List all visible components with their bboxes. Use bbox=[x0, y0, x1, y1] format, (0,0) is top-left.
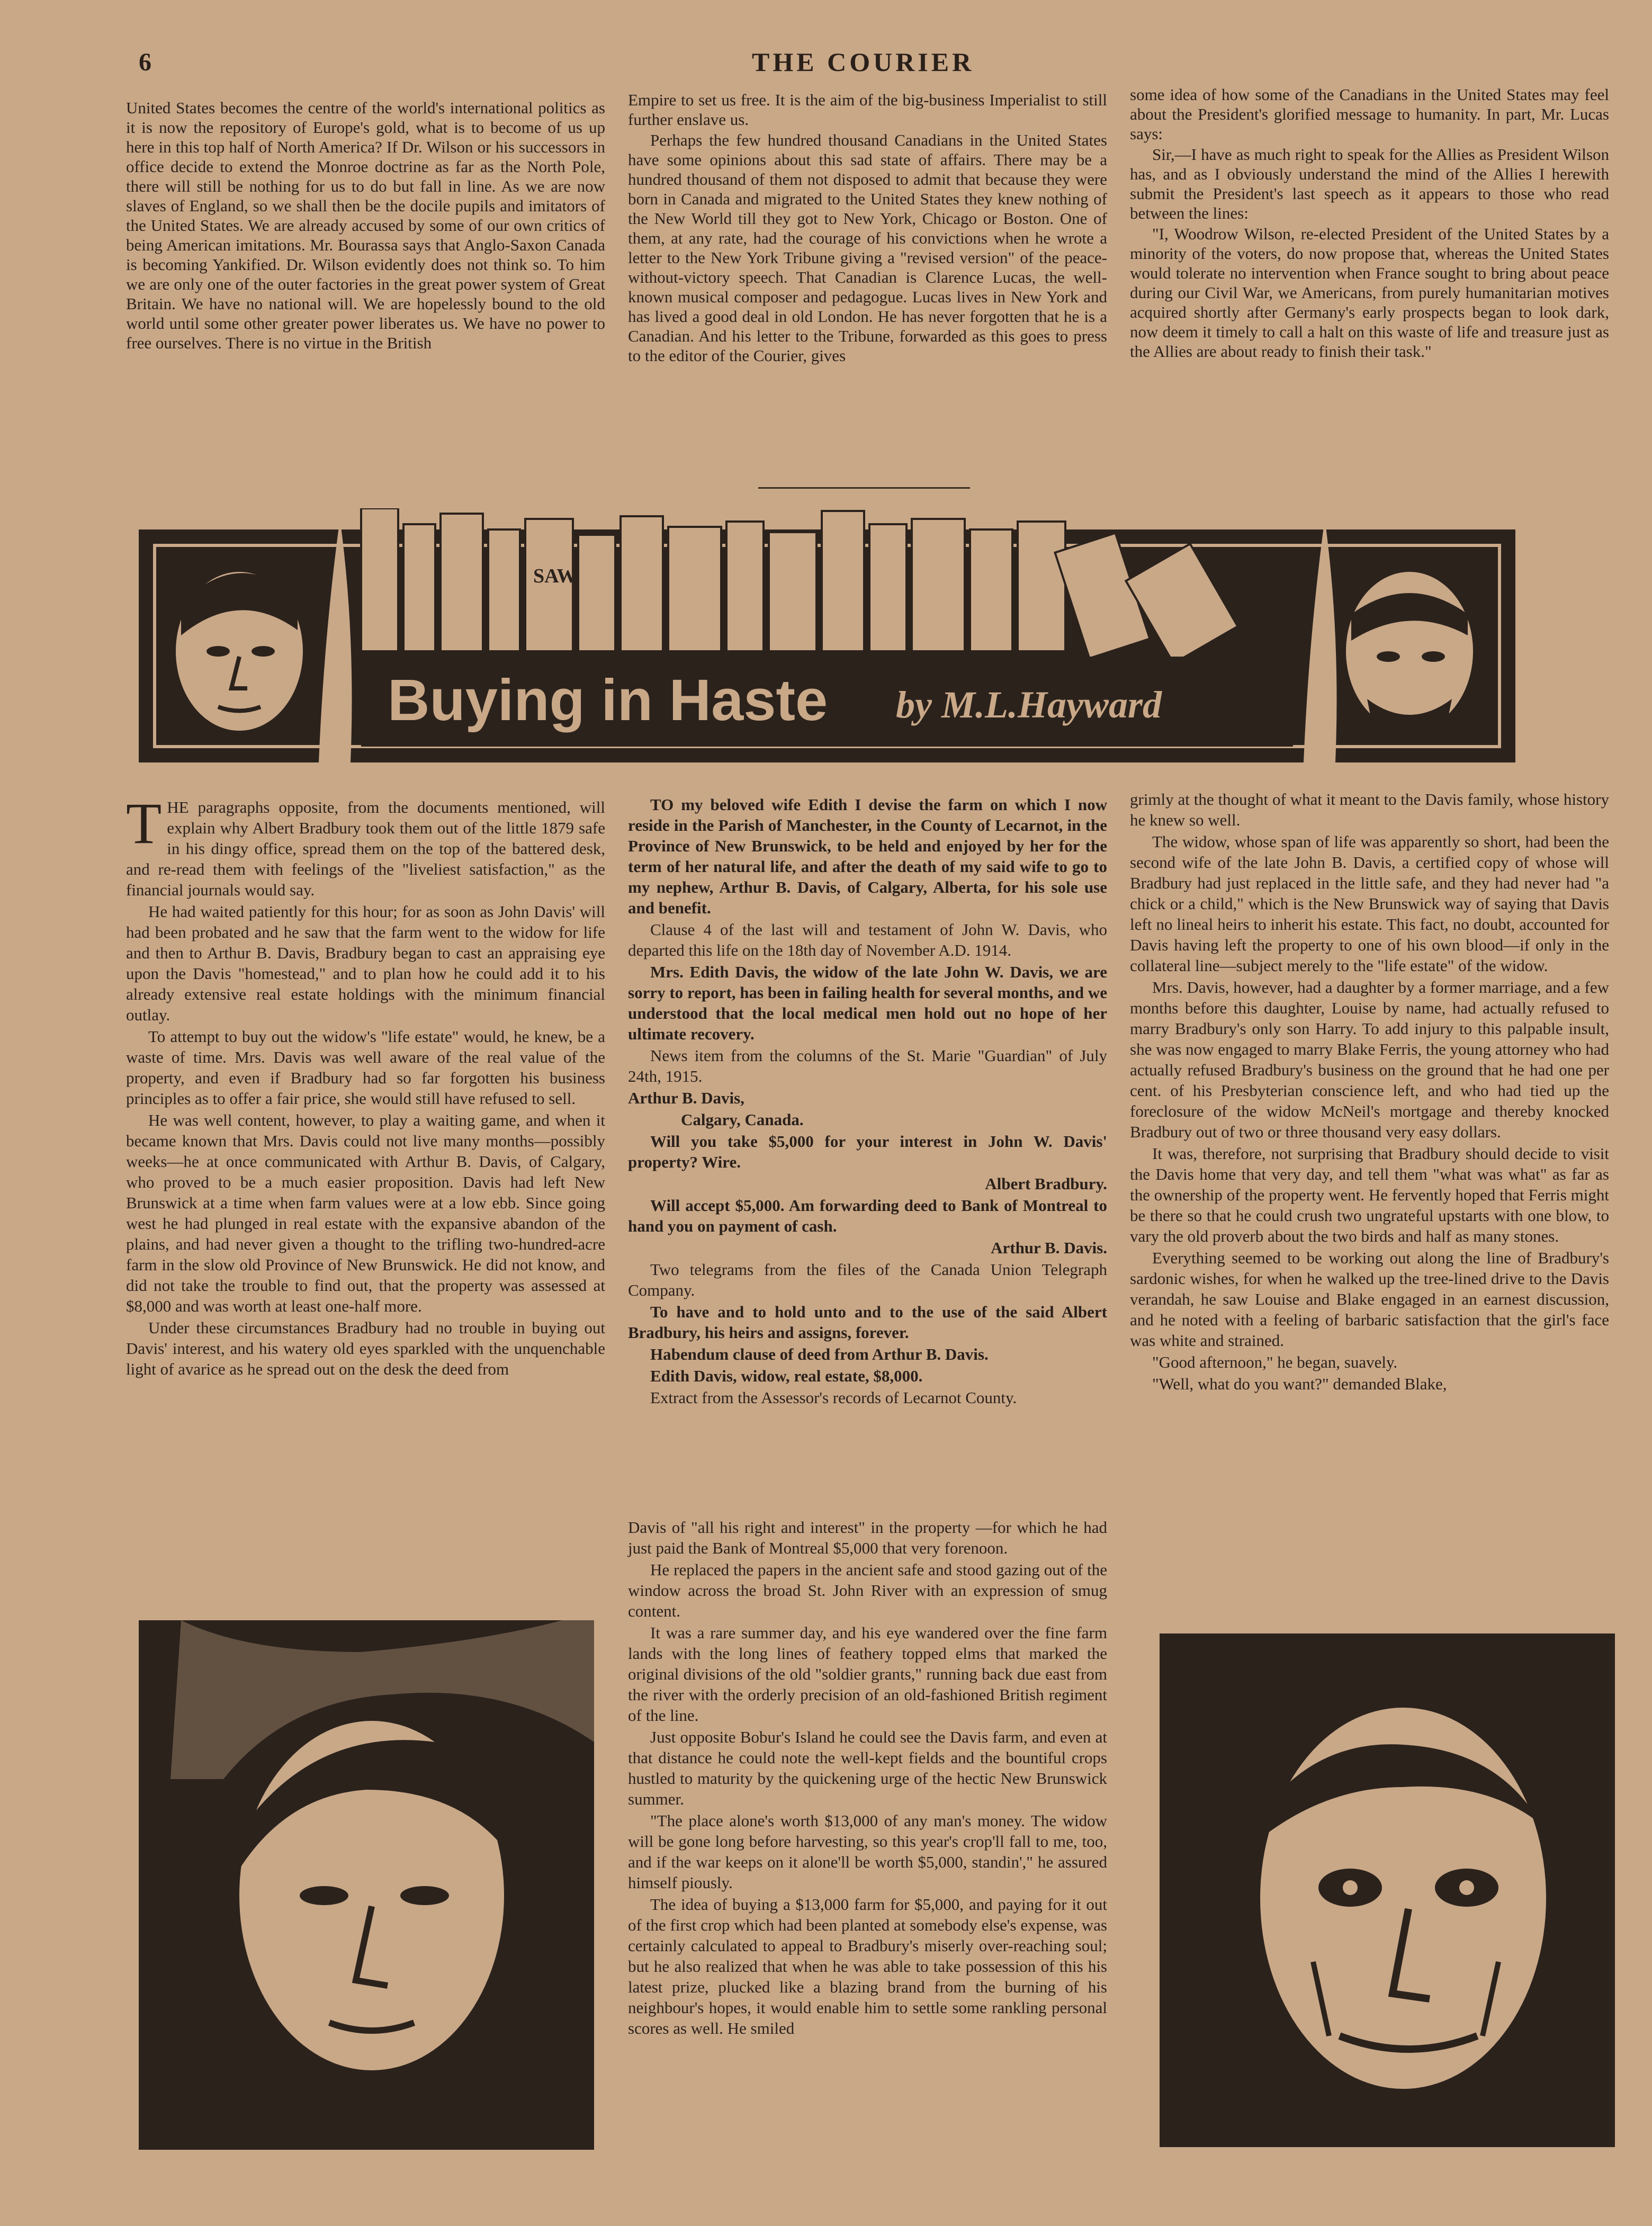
paragraph: News item from the columns of the St. Marie "Guardian" of July 24th, 1915. bbox=[628, 1046, 1107, 1085]
paragraph: grimly at the thought of what it meant to the Davis family, whose history he knew so well. bbox=[1130, 790, 1609, 829]
paragraph: He was well content, however, to play a waiting game, and when it became known that Mrs. Davis could not live many months—possibly weeks—he at once communicated with Arthur B. Davis, of Calgary, who proved to be a much easier proposition. Davis had left New Brunswick at a time when farm values were at a low ebb. Since going west he had plunged in real estate with the expansive abandon of the plains, and had never given a thought to the trifling two-hundred-acre farm in the slow old Province of New Brunswick. He did not know, and did not take the trouble to find out, that the property was assessed at $8,000 and was worth at least one-half more. bbox=[126, 1111, 605, 1315]
story-banner bbox=[139, 508, 1515, 773]
paragraph: Habendum clause of deed from Arthur B. Davis. bbox=[650, 1345, 989, 1363]
paragraph: HE paragraphs opposite, from the documents mentioned, will explain why Albert Bradbury took them out of the little 1879 safe in his dingy office, spread them on the top of the battered desk, and re-read them with feelings of the "liveliest satisfaction," as the financial journals would say. bbox=[126, 798, 605, 899]
story-byline: by M.L.Hayward bbox=[896, 684, 1162, 726]
paragraph: "I, Woodrow Wilson, re-elected President of the United States by a minority of the voters, do now propose that, whereas the United States would tolerate no intervention when France sought to bring about peace during our Civil War, we Americans, from purely humanitarian motives acquired shortly after Germany's early prospects began to look dark, now deem it timely to call a halt on this waste of life and treasure just as the Allies are about ready to finish their task." bbox=[1130, 225, 1609, 361]
paragraph: Perhaps the few hundred thousand Canadians in the United States have some opinions about this sad state of affairs. There may be a hundred thousand of them not disposed to admit that because they were born in Canada and migrated to the United States they knew nothing of the New World till they got to New York, Chicago or Boston. One of them, at any rate, had the courage of his convictions when he wrote a letter to the New York Tribune giving a "revised version" of the peace-without-victory speech. That Canadian is Clarence Lucas, the well-known musical composer and pedagogue. Lucas lives in New York and has lived a good deal in old London. He has never forgotten that he is a Canadian. And his letter to the Tribune, forwarded as this goes to press to the editor of the Courier, gives bbox=[628, 131, 1107, 365]
paragraph: To attempt to buy out the widow's "life estate" would, he knew, be a waste of time. Mrs. Davis was well aware of the real value of the property, and even if Bradbury had so far forgotten his business principles as to offer a fair price, she would still have refused to sell. bbox=[126, 1027, 605, 1108]
paragraph: He replaced the papers in the ancient safe and stood gazing out of the window across the broad St. John River with an expression of smug content. bbox=[628, 1560, 1107, 1620]
page-number: 6 bbox=[139, 48, 151, 76]
top-column-1 bbox=[126, 98, 605, 354]
paragraph: Davis of "all his right and interest" in the property —for which he had just paid the Bank of Montreal $5,000 that very forenoon. bbox=[628, 1518, 1107, 1557]
paragraph: Mrs. Edith Davis, the widow of the late John W. Davis, we are sorry to report, has been in failing health for several months, and we understood that the local medical men hold out no hope of her ultimate recovery. bbox=[628, 963, 1107, 1043]
paragraph: Under these circumstances Bradbury had no trouble in buying out Davis' interest, and his watery old eyes sparkled with the unquenchable light of avarice as he spread out on the desk the deed from bbox=[126, 1318, 605, 1378]
book-label: SAW bbox=[533, 565, 577, 587]
paragraph: Will accept $5,000. Am forwarding deed to Bank of Montreal to hand you on payment of cash. bbox=[628, 1196, 1107, 1235]
drop-cap: T bbox=[126, 791, 162, 856]
paragraph: Mrs. Davis, however, had a daughter by a former marriage, and a few months before this daughter, Louise by name, had actually refused to marry Bradbury's only son Harry. To add injury to this palpable insult, she was now engaged to marry Blake Ferris, the young attorney who had actually refused Bradbury's business on the ground that he had one per cent. of his Presbyterian conscience left, and who had tied up the foreclosure of the widow McNeil's mortgage and thereby knocked Bradbury out of two or three thousand very easy dollars. bbox=[1130, 978, 1609, 1141]
story-column-2-documents bbox=[628, 794, 1107, 1409]
paragraph: Just opposite Bobur's Island he could see the Davis farm, and even at that distance he could note the well-kept fields and the bountiful crops hustled to maturity by the quickening urge of the hectic New Brunswick summer. bbox=[628, 1728, 1107, 1808]
paragraph: It was, therefore, not surprising that Bradbury should decide to visit the Davis home that very day, and tell them "what was what" as far as the ownership of the property went. He fervently hoped that Ferris might be there so that he could crush two ungrateful upstarts with one blow, to vary the old proverb about the two birds and half as many stones. bbox=[1130, 1144, 1609, 1245]
paragraph: United States becomes the centre of the world's international politics as it is now the repository of Europe's gold, what is to become of us up here in this top half of North America? If Dr. Wilson or his successors in office decide to extend the Monroe doctrine as far as the North Pole, there will still be nothing for us to do but fall in line. As we are now slaves of England, so we shall then be the docile pupils and imitators of the United States. We are already accused by some of our own critics of being American imitations. Mr. Bourassa says that Anglo-Saxon Canada is becoming Yankified. Dr. Wilson evidently does not think so. To him we are only one of the outer factories in the great power system of Great Britain. We have no national will. We are hopelessly bound to the old world until some other greater power liberates us. We have no power to free ourselves. There is no virtue in the British bbox=[126, 98, 605, 352]
paragraph: Empire to set us free. It is the aim of the big-business Imperialist to still further enslave us. bbox=[628, 91, 1107, 129]
paragraph: The widow, whose span of life was apparently so short, had been the second wife of the late John B. Davis, a certified copy of whose will Bradbury had just replaced in the little safe, and they had never had "a chick or a child," which is the New Brunswick way of saying that Davis left no lineal heirs to inherit his estate. This fact, no doubt, accounted for Davis having left the property to one of his own blood—if only in the collateral line—subject merely to the "life estate" of the widow. bbox=[1130, 832, 1609, 975]
top-column-2 bbox=[628, 90, 1107, 366]
paragraph: The idea of buying a $13,000 farm for $5,000, and paying for it out of the first crop which had been planted at somebody else's expense, was certainly calculated to appeal to Bradbury's miserly over-reaching soul; but he also realized that when he was able to take possession of this his latest prize, plucked like a blazing brand from the burning of his neighbour's hopes, it would enable him to settle some rankling personal scores as well. He smiled bbox=[628, 1895, 1107, 2037]
old-man-portrait-illustration bbox=[1160, 1633, 1615, 2147]
story-column-1 bbox=[126, 791, 605, 1380]
paragraph: Everything seemed to be working out along the line of Bradbury's sardonic wishes, for when he walked up the tree-lined drive to the Davis verandah, he saw Louise and Blake engaged in an earnest discussion, and he noted with a feeling of barbaric satisfaction that the girl's face was white and strained. bbox=[1130, 1249, 1609, 1350]
paragraph: Albert Bradbury. bbox=[985, 1174, 1107, 1193]
paragraph: It was a rare summer day, and his eye wandered over the fine farm lands with the long lines of feathery topped elms that marked the original divisions of the old "soldier grants," running back due east from the river with the orderly precision of an old-fashioned British regiment of the line. bbox=[628, 1623, 1107, 1725]
paragraph: He had waited patiently for this hour; for as soon as John Davis' will had been probated and he saw that the farm went to the widow for life and then to Arthur B. Davis, Bradbury began to cast an appraising eye upon the Davis "homestead," and to plan how he could add it to his already extensive real estate holdings with the minimum financial outlay. bbox=[126, 902, 605, 1024]
section-divider bbox=[758, 487, 970, 489]
story-column-2-narrative bbox=[628, 1517, 1107, 2040]
paragraph: TO my beloved wife Edith I devise the farm on which I now reside in the Parish of Manchester, in the County of Lecarnot, in the Province of New Brunswick, to be held and enjoyed by her for the term of her natural life, and after the death of my said wife to go to my nephew, Arthur B. Davis, of Calgary, Alberta, for his sole use and benefit. bbox=[628, 795, 1107, 917]
story-title: Buying in Haste bbox=[388, 668, 828, 733]
paragraph: "Well, what do you want?" demanded Blake, bbox=[1152, 1375, 1447, 1393]
left-portrait-icon bbox=[176, 572, 303, 731]
paragraph: Calgary, Canada. bbox=[681, 1110, 804, 1129]
paragraph: Edith Davis, widow, real estate, $8,000. bbox=[650, 1367, 923, 1385]
paragraph: "The place alone's worth $13,000 of any man's money. The widow will be gone long before harvesting, so this year's crop'll fall to me, too, and if the war keeps on it alone'll be worth $5,000, standin'," he assured himself piously. bbox=[628, 1811, 1107, 1892]
masthead: THE COURIER bbox=[752, 47, 975, 77]
paragraph: "Good afternoon," he began, suavely. bbox=[1152, 1353, 1398, 1371]
paragraph: some idea of how some of the Canadians in the United States may feel about the President's glorified message to humanity. In part, Mr. Lucas says: bbox=[1130, 85, 1609, 143]
paragraph: Extract from the Assessor's records of Lecarnot County. bbox=[650, 1388, 1017, 1407]
paragraph: Clause 4 of the last will and testament of John W. Davis, who departed this life on the 18th day of November A.D. 1914. bbox=[628, 920, 1107, 959]
paragraph: Will you take $5,000 for your interest in John W. Davis' property? Wire. bbox=[628, 1132, 1107, 1171]
bradbury-portrait-illustration bbox=[139, 1620, 594, 2150]
paragraph: Arthur B. Davis, bbox=[628, 1089, 744, 1107]
top-column-3 bbox=[1130, 85, 1609, 362]
paragraph: Sir,—I have as much right to speak for the Allies as President Wilson has, and as I obviously understand the mind of the Allies I herewith submit the President's last speech as it appears to those who read between the lines: bbox=[1130, 145, 1609, 222]
paragraph: Arthur B. Davis. bbox=[991, 1238, 1107, 1257]
story-column-3 bbox=[1130, 789, 1609, 1395]
paragraph: Two telegrams from the files of the Canada Union Telegraph Company. bbox=[628, 1260, 1107, 1299]
paragraph: To have and to hold unto and to the use of the said Albert Bradbury, his heirs and assigns, forever. bbox=[628, 1303, 1107, 1342]
